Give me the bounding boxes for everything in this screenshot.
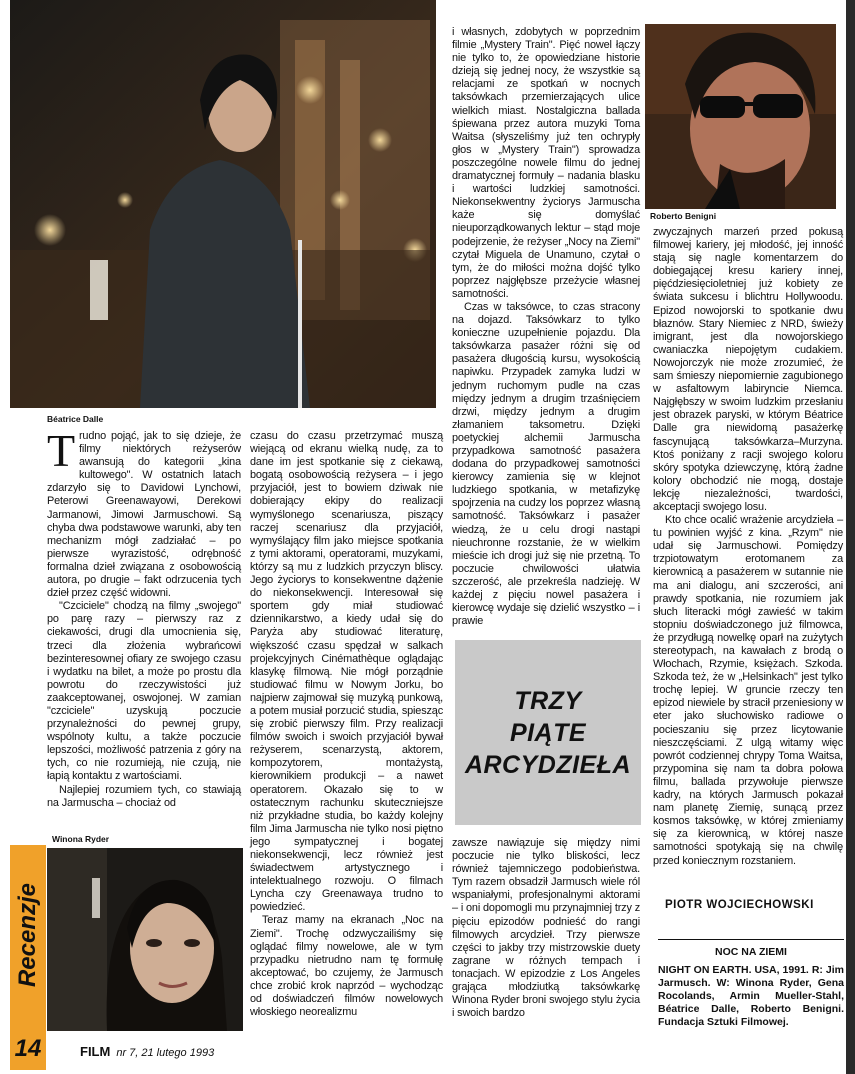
drop-cap: T <box>47 425 75 476</box>
headline-line-3: ARCYDZIEŁA <box>464 750 632 779</box>
article-column-3-bottom <box>452 837 640 1020</box>
caption-winona-ryder: Winona Ryder <box>52 834 110 844</box>
author-name: PIOTR WOJCIECHOWSKI <box>665 899 814 911</box>
headline-box <box>455 640 641 825</box>
article-column-3-top <box>452 26 640 628</box>
article-paragraph: i własnych, zdobytych w poprzednim filmie „Mystery Train". Pięć nowel łączy nie tylko to, że opowiedziane historie dzieją się jednej nocy, że wszystkie są relacjami ze spotkań w nocnych taksówkach przemierzających ulice wielkich miast. Nostalgiczna ballada śpiewana przez autora muzyki Toma Waitsa (słyszeliśmy już ten ochrypły głos w „Mystery Train") sprowadza poszczególne nowele filmu do jednej dramatycznej formuły – nadania blasku i wartości ludzkiej samotności. Niekonsekwentny życiorys Jarmuscha każe się domyślać nieuporządkowanych lektur – stąd moje podejrzenie, że reżyser „Nocy na Ziemi" czytał Miguela de Unamuno, czytał o tym, że do miłości można dojść tylko poprzez najgłębsze przeżycie własnej samotności. <box>452 26 640 300</box>
article-paragraph: Najlepiej rozumiem tych, co stawiają na Jarmuscha – chociaż od <box>47 783 241 809</box>
page-edge-bar <box>846 0 855 1074</box>
credits-text: NIGHT ON EARTH. USA, 1991. R: Jim Jarmusch. W: Winona Ryder, Gena Rocolands, Armin Mueller-Stahl, Béatrice Dalle, Roberto Benigni. Fundacja Sztuki Filmowej. <box>658 964 844 1028</box>
article-paragraph: zwyczajnych marzeń przed pokusą filmowej kariery, jej młodość, jej inność stają się nagle komentarzem do dobiegającej kresu kariery innej, pięćdziesięcioletniej już kobiety ze świata sukcesu i blichtru Hollywoodu. Epizod nowojorski to spotkanie dwu błaznów. Stary Niemiec z NRD, świeży imigrant, jest dla nowojorskiego cwaniaczka niepojętym cudakiem. Nowojorczyk nie może zrozumieć, że sam śmieszy niepomiernie zagubionego w asfaltowym labiryncie Niemca. Najgłębszy w swoim ludzkim przesłaniu jest obrazek paryski, w którym Béatrice Dalle gra niewidomą pasażerkę fascynującą taksówkarza–Murzyna. Ktoś poniżany z racji swojego koloru skóry spotyka dziewczynę, którą żadne kolory obchodzić nie mogą, dostaje lekcję niezależności, twardości, akceptacji swojego losu. <box>653 226 843 513</box>
article-paragraph: Kto chce ocalić wrażenie arcydzieła – tu powinien wyjść z kina. „Rzym" nie udał się Jarmuschowi. Pomiędzy trzpiotowatym erotomanem za kierownicą a pasażerem w sutannie nie ma ani dialogu, ani szczerości, ani prawdy spotkania, nie rozumiem jak słuch literacki mógł zawieść w takim stopniu doświadczonego już filmowca, że przydługą nowelkę oparł na zużytych stereotypach, na kawałach z brodą o Włochach, Rzymie, księżach. Szkoda. Szkoda też, że w „Helsinkach" jest tylko trochę lepiej. W gruncie rzeczy ten epizod niewiele by stracił przeniesiony w eter jako słuchowisko radiowe o pocieszaniu się przez licytowanie nieszczęściami. Z ulgą witamy więc powrót codziennej chrypy Toma Waitsa, przypomina się nam ta dobra połowa filmu, ballada przywołuje pierwsze kadry, na których Jarmusch pokazał nam planetę Ziemię, sunącą przez kosmos taksówkę, w której zmieniamy się za kierownicą, w której nasze samotności spotykają się na chwilę przed koniecznym rozstaniem. <box>653 514 843 867</box>
page-number: 14 <box>14 1035 42 1062</box>
headline-line-2: PIĄTE <box>509 718 587 747</box>
article-paragraph <box>47 425 241 600</box>
photo-roberto-benigni <box>645 24 836 209</box>
caption-beatrice-dalle: Béatrice Dalle <box>47 414 104 424</box>
paragraph-text: rudno pojąć, jak to się dzieje, że filmy niektórych reżyserów awansują do kategorii „kina kultowego". W ostatnich latach zdarzyło się to Davidowi Lynchowi, Peterowi Greenawayowi, Derekowi Jarmanowi, Jimowi Jarmuschowi. Są chyba dwa podstawowe warunki, aby ten mechanizm mógł zadziałać – po pierwsze wyrazistość, odrębność formalna dzieł związana z osobowością autora, po drugie – fakt odrzucenia tych dzieł przez część widowni. <box>47 430 241 600</box>
article-paragraph: "Czciciele" chodzą na filmy „swojego" po parę razy – pierwszy raz z ciekawości, drugi dla umocnienia się, trzeci dla złożenia wybrańcowi bezinteresownej ofiary ze swojego czasu i wydatku na bilet, a może po prostu dla powrotu do rzeczywistości już zaakceptowanej, oswojonej. W zamian "czciciele" uzyskują poczucie przynależności do pewnej grupy, wspólnoty kultu, a także poczucie lepszości, możliwość patrzenia z góry na tych, co nie rozumieją, nie czują, nie łapią kontaktu z wartościami. <box>47 600 241 783</box>
article-column-2 <box>250 430 443 1019</box>
section-tab-label: Recenzje <box>14 882 41 988</box>
article-paragraph: Czas w taksówce, to czas stracony na dojazd. Taksówkarz to tylko konieczne uzupełnienie pojazdu. Dla taksówkarza pasażer różni się od pasażera długością kursu, wysokością napiwku. Przypadek zamyka ludzi w jednym ruchomym pudle na czas między jednym a drugim trzaśnięciem drzwi, między jednym a drugim złamaniem taksometru. Dzięki poetyckiej alchemii Jarmuscha przypadkowa samotność pasażera dodana do przypadkowej samotności kierowcy zamienia się w klejnot ludzkiego spotkania, w metafizykę spojrzenia na cudzy los poprzez własną samotność. Taksówkarz i pasażer wiedzą, że u celu drogi nastąpi nieuchronne rozstanie, że w wielkim mieście ich drogi już się nie przetną. To poczucie chwilowości ułatwia szczerość, ale przekreśla nadzieję. W każdej z pięciu nowel pasażera i kierowcę wydaje się dzielić wszystko – i prawie <box>452 300 640 628</box>
photo-beatrice-dalle <box>10 0 436 408</box>
photo-winona-ryder <box>47 848 243 1031</box>
article-paragraph: Teraz mamy na ekranach „Noc na Ziemi". Trochę odzwyczailiśmy się oglądać filmy nowelowe, ale w tym przypadku nietrudno nam tę formułę akceptować, bo czujemy, że Jarmusch chce zrobić krok naprzód – wychodząc od doświadczeń filmów nowelowych włoskiego neorealizmu <box>250 914 443 1019</box>
credits-divider <box>658 939 844 940</box>
headline-line-1: TRZY <box>514 686 582 715</box>
credits-title: NOC NA ZIEMI <box>715 946 787 958</box>
article-paragraph: czasu do czasu przetrzymać muszą wiejącą od ekranu wielką nudę, za to dane im jest spotkanie się z ciekawą, bogatą osobowością reżysera – i jego przyjaciół, jest to bowiem dziwak nie dobierający ekipy do realizacji wymyślonego scenariusza, piszący raczej scenariusz dla przyjaciół, wymyślający film jako miejsce spotkania z tymi aktorami, operatorami, muzykami, którzy są mu z ludzkich przyczyn bliscy. Jego życiorys to konsekwentne dążenie do niekonsekwencji. Interesował się sportem gdy miał studiować dziennikarstwo, a kiedy udał się do Paryża aby studiować literaturę, większość czasu spędzał w salkach projekcyjnych Cinémathèque oglądając klasykę filmową. Nie mógł porządnie studiować filmu w Nowym Jorku, bo najpierw zajmował się muzyką punkową, a potem musiał porzucić studia, spiesząc się zrobić pierwszy film. Przy realizacji filmów swoich i swoich przyjaciół bywał reżyserem, scenarzystą, aktorem, kompozytorem, montażystą, kierownikiem produkcji – a nawet operatorem. Okazało się to w ostatecznym rachunku skuteczniejsze niż przykładne studia, bo każdy kolejny film Jima Jarmuscha nie tylko nosi piętno jego sympatycznej i bogatej niekonsekwencji, lecz również jest świadectwem artystycznego i intelektualnego rozwoju. O filmach Lyncha czy Greenawaya trudno to powiedzieć. <box>250 430 443 914</box>
article-column-1 <box>47 425 241 810</box>
magazine-name: FILM <box>80 1044 111 1059</box>
issue-info: nr 7, 21 lutego 1993 <box>116 1047 215 1059</box>
caption-roberto-benigni: Roberto Benigni <box>650 211 717 221</box>
footer <box>80 1044 214 1059</box>
article-column-4 <box>653 226 843 868</box>
article-paragraph: zawsze nawiązuje się między nimi poczucie nie tylko bliskości, lecz również tajemniczego podobieństwa. Tym razem obsadził Jarmusch wiele ról wspaniałymi, profesjonalnymi aktorami – i oni dopomogli mu przynajmniej trzy z pięciu epizodów podnieść do rangi filmowych arcydzieł. Trzy pierwsze części to jakby trzy mistrzowskie duety zagrane w różnych tempach i tonacjach. W epizodzie z Los Angeles grająca młodziutką taksówkarkę Winona Ryder broni swojego stylu życia i swoich bardzo <box>452 837 640 1020</box>
